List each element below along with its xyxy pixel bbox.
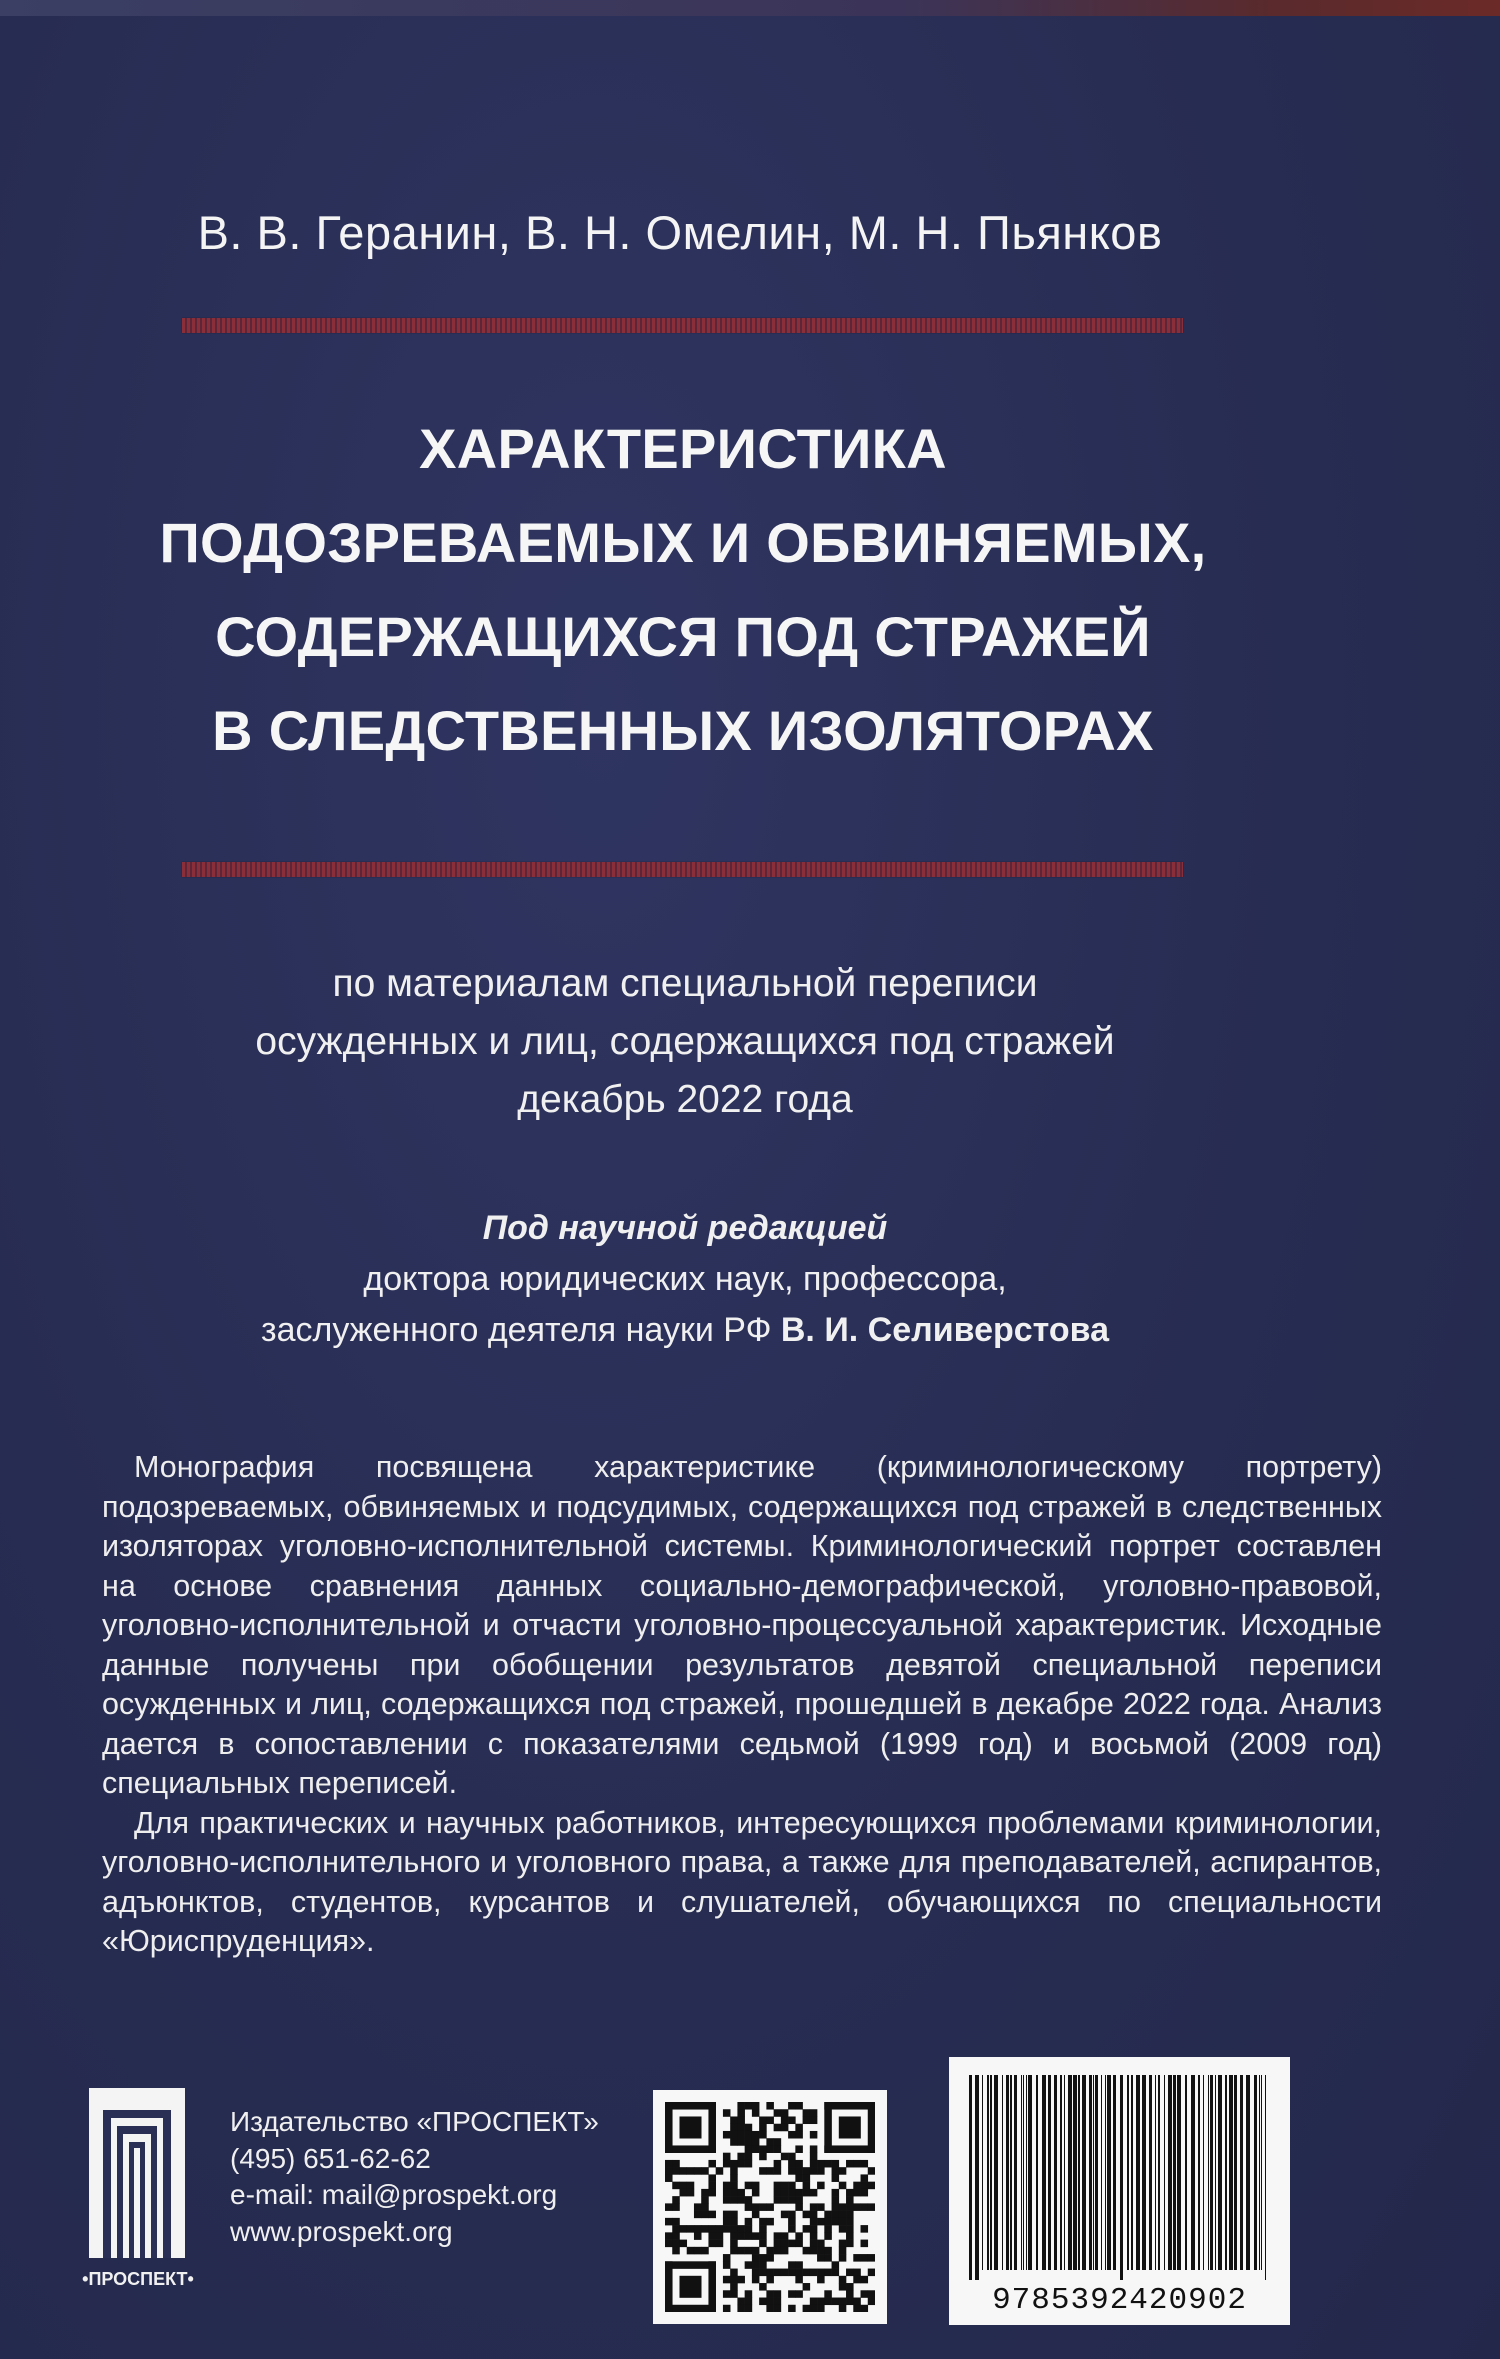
subtitle-line: осужденных и лиц, содержащихся под стражей xyxy=(255,1020,1115,1063)
publisher-phone: (495) 651-62-62 xyxy=(230,2142,431,2174)
decorative-rule-bottom xyxy=(182,862,1183,877)
columns-logo-icon xyxy=(89,2088,185,2258)
editor-line: доктора юридических наук, профессора, xyxy=(363,1260,1007,1298)
decorative-rule-top xyxy=(182,318,1183,333)
title-line: СОДЕРЖАЩИХСЯ ПОД СТРАЖЕЙ xyxy=(215,605,1151,668)
publisher-email: e-mail: mail@prospekt.org xyxy=(230,2179,558,2210)
authors: В. В. Геранин, В. Н. Омелин, М. Н. Пьянков xyxy=(197,206,1163,259)
annotation xyxy=(102,1448,1382,1962)
editor-line xyxy=(0,1305,1370,1356)
barcode-icon xyxy=(967,2075,1272,2280)
editor-name: В. И. Селиверстова xyxy=(780,1311,1109,1349)
isbn-barcode xyxy=(949,2057,1290,2325)
subtitle xyxy=(0,955,1370,1129)
top-edge-strip xyxy=(0,0,1500,16)
subtitle-line: по материалам специальной переписи xyxy=(332,962,1038,1005)
subtitle-line: декабрь 2022 года xyxy=(517,1078,853,1121)
publisher-name: Издательство «ПРОСПЕКТ» xyxy=(230,2106,599,2137)
annotation-paragraph: Монография посвящена характеристике (криминологическому портрету) подозреваемых, обвиняемых и подсудимых, содержащихся под стражей в следственных изоляторах уголовно-исполнительной системы. Криминологический портрет составлен на основе сравнения данных социально-демографической, уголовно-правовой, уголовно-исполнительной и отчасти уголовно-процессуальной характеристик. Исходные данные получены при обобщении результатов девятой специальной переписи осужденных и лиц, содержащихся под стражей, прошедшей в декабре 2022 года. Анализ дается в сопоставлении с показателями седьмой (1999 год) и восьмой (2009 год) специальных переписей. xyxy=(102,1450,1382,1800)
publisher-contacts xyxy=(230,2104,599,2250)
editor-block xyxy=(0,1203,1370,1356)
qr-code-icon xyxy=(665,2102,875,2312)
title-line: ПОДОЗРЕВАЕМЫХ И ОБВИНЯЕМЫХ, xyxy=(159,511,1207,574)
book-title xyxy=(0,402,1366,778)
publisher-logo-mark xyxy=(89,2088,185,2258)
editor-heading: Под научной редакцией xyxy=(482,1209,888,1247)
annotation-paragraph: Для практических и научных работников, интересующихся проблемами криминологии, уголовно-исполнительного и уголовного права, а также для преподавателей, аспирантов, адъюнктов, студентов, курсантов и слушателей, обучающихся по специальности «Юриспруденция». xyxy=(102,1805,1382,1958)
isbn-number: 9785392420902 xyxy=(992,2283,1247,2318)
editor-prefix: заслуженного деятеля науки РФ xyxy=(260,1311,781,1349)
publisher-logo-text: •ПРОСПЕКТ• xyxy=(82,2269,194,2289)
publisher-logo xyxy=(63,2088,213,2300)
publisher-website: www.prospekt.org xyxy=(230,2215,453,2247)
title-line: ХАРАКТЕРИСТИКА xyxy=(419,417,947,480)
title-line: В СЛЕДСТВЕННЫХ ИЗОЛЯТОРАХ xyxy=(212,699,1154,762)
qr-code xyxy=(653,2090,887,2324)
